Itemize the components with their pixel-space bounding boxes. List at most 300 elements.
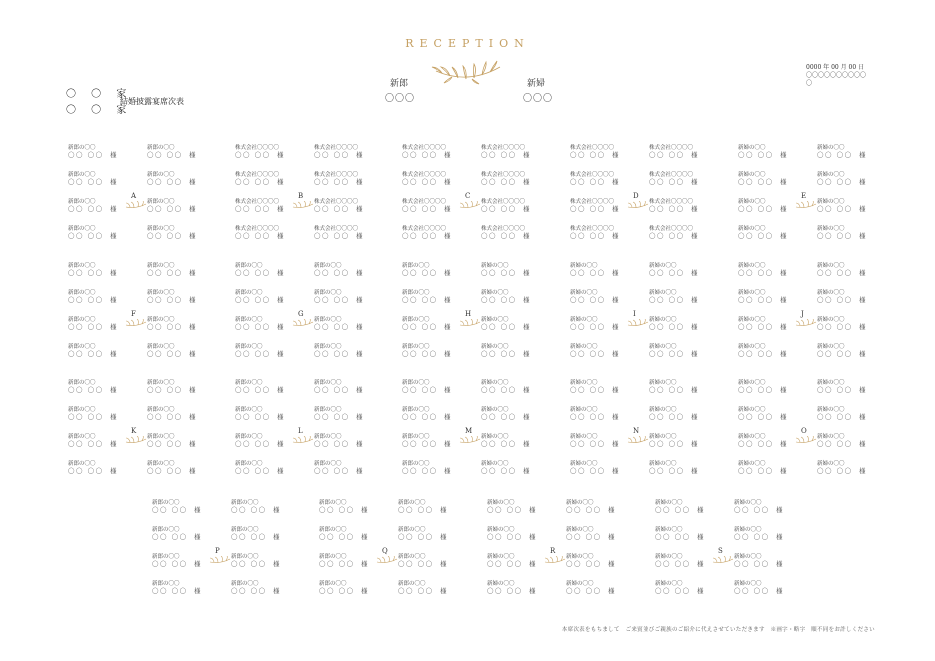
guest-entry [817,461,866,475]
guest-name: 〇〇 〇〇 [68,296,104,304]
guest-affiliation: 新郎の〇〇 [152,554,180,560]
honorific: 様 [189,413,196,421]
guest-affiliation: 新郎の〇〇 [235,380,263,386]
reception-title: RECEPTION [405,37,530,50]
guest-affiliation: 新婦の〇〇 [738,344,766,350]
guest-name: 〇〇 〇〇 [235,386,271,394]
guest-affiliation: 新郎の〇〇 [68,145,96,151]
guest-affiliation: 新婦の〇〇 [649,461,677,467]
honorific: 様 [356,467,363,475]
guest-entry [147,380,196,394]
honorific: 様 [444,205,451,213]
table-label: H [465,310,472,318]
guest-affiliation: 株式会社〇〇〇〇 [570,145,615,151]
guest-name: 〇〇 〇〇 [235,232,271,240]
honorific: 様 [361,560,368,568]
guest-name: 〇〇 〇〇 [738,178,774,186]
guest-entry [147,407,196,421]
honorific: 様 [189,350,196,358]
guest-name: 〇〇 〇〇 [147,386,183,394]
guest-entry [147,226,196,240]
guest-affiliation: 新郎の〇〇 [231,527,259,533]
guest-entry [487,554,536,568]
guest-entry [235,263,284,277]
guest-affiliation: 新婦の〇〇 [570,344,598,350]
guest-affiliation: 新婦の〇〇 [738,145,766,151]
table-s [655,500,815,606]
guest-affiliation: 新婦の〇〇 [738,290,766,296]
guest-affiliation: 新郎の〇〇 [235,263,263,269]
guest-affiliation: 新郎の〇〇 [398,500,426,506]
guest-affiliation: 新婦の〇〇 [481,344,509,350]
honorific: 様 [356,350,363,358]
guest-entry [235,172,284,186]
guest-affiliation: 新婦の〇〇 [817,317,845,323]
honorific: 様 [277,205,284,213]
guest-entry [235,407,284,421]
guest-name: 〇〇 〇〇 [570,467,606,475]
guest-affiliation: 新郎の〇〇 [147,344,175,350]
guest-entry [570,263,619,277]
guest-entry [649,145,698,159]
guest-name: 〇〇 〇〇 [314,296,350,304]
table-c [402,145,562,251]
table-o [738,380,898,486]
guest-affiliation: 新婦の〇〇 [566,554,594,560]
guest-name: 〇〇 〇〇 [68,323,104,331]
guest-affiliation: 株式会社〇〇〇〇 [481,199,526,205]
honorific: 様 [361,506,368,514]
table-label: L [298,427,303,435]
guest-affiliation: 新郎の〇〇 [68,344,96,350]
leaf-icon [292,201,314,209]
honorific: 様 [691,151,698,159]
guest-name: 〇〇 〇〇 [231,560,267,568]
guest-affiliation: 新婦の〇〇 [734,527,762,533]
guest-entry [655,554,704,568]
honorific: 様 [697,560,704,568]
guest-name: 〇〇 〇〇 [68,440,104,448]
guest-name: 〇〇 〇〇 [649,205,685,213]
guest-affiliation: 新郎の〇〇 [314,317,342,323]
guest-name: 〇〇 〇〇 [147,467,183,475]
guest-entry [68,145,117,159]
guest-entry [314,380,363,394]
guest-affiliation: 新婦の〇〇 [481,380,509,386]
guest-name: 〇〇 〇〇 [481,467,517,475]
guest-affiliation: 新郎の〇〇 [147,434,175,440]
guest-name: 〇〇 〇〇 [734,533,770,541]
guest-name: 〇〇 〇〇 [147,232,183,240]
guest-affiliation: 新郎の〇〇 [68,407,96,413]
table-label: D [633,192,639,200]
table-label: E [801,192,807,200]
guest-affiliation: 新婦の〇〇 [738,263,766,269]
guest-affiliation: 新郎の〇〇 [235,317,263,323]
guest-entry [570,344,619,358]
guest-name: 〇〇 〇〇 [235,178,271,186]
guest-name: 〇〇 〇〇 [570,205,606,213]
guest-entry [481,407,530,421]
honorific: 様 [691,269,698,277]
guest-entry [68,434,117,448]
guest-name: 〇〇 〇〇 [487,506,523,514]
footer-note: 本席次表をもちまして ご来賓並びご親族のご紹介に代えさせていただきます ※画字・略字 順不同をお許しください [561,627,875,633]
guest-affiliation: 新婦の〇〇 [481,434,509,440]
honorific: 様 [110,205,117,213]
honorific: 様 [273,587,280,595]
guest-affiliation: 新婦の〇〇 [649,380,677,386]
leaf-icon [459,436,481,444]
honorific: 様 [440,560,447,568]
guest-entry [68,317,117,331]
guest-entry [235,226,284,240]
guest-name: 〇〇 〇〇 [402,386,438,394]
guest-name: 〇〇 〇〇 [147,323,183,331]
guest-name: 〇〇 〇〇 [402,296,438,304]
guest-name: 〇〇 〇〇 [235,296,271,304]
guest-affiliation: 新婦の〇〇 [649,290,677,296]
guest-entry [314,407,363,421]
guest-entry [147,199,196,213]
guest-name: 〇〇 〇〇 [570,178,606,186]
table-h [402,263,562,369]
guest-name: 〇〇 〇〇 [481,440,517,448]
leaf-icon [627,319,649,327]
guest-name: 〇〇 〇〇 [738,413,774,421]
guest-affiliation: 新郎の〇〇 [398,581,426,587]
honorific: 様 [189,440,196,448]
guest-name: 〇〇 〇〇 [314,205,350,213]
guest-entry [314,226,363,240]
guest-name: 〇〇 〇〇 [738,151,774,159]
guest-affiliation: 新郎の〇〇 [147,226,175,232]
guest-affiliation: 新郎の〇〇 [147,461,175,467]
table-label: B [298,192,304,200]
guest-entry [570,461,619,475]
guest-entry [235,380,284,394]
guest-affiliation: 新郎の〇〇 [231,554,259,560]
guest-affiliation: 新郎の〇〇 [152,527,180,533]
guest-entry [402,145,451,159]
guest-entry [487,527,536,541]
honorific: 様 [277,269,284,277]
guest-name: 〇〇 〇〇 [487,587,523,595]
leaf-icon [125,319,147,327]
guest-entry [570,290,619,304]
honorific: 様 [859,178,866,186]
guest-affiliation: 株式会社〇〇〇〇 [570,172,615,178]
table-e [738,145,898,251]
table-label: C [465,192,471,200]
guest-entry [570,380,619,394]
honorific: 様 [277,323,284,331]
leaf-icon [712,556,734,564]
guest-name: 〇〇 〇〇 [402,440,438,448]
guest-affiliation: 新郎の〇〇 [235,344,263,350]
guest-name: 〇〇 〇〇 [738,269,774,277]
guest-affiliation: 新婦の〇〇 [817,434,845,440]
guest-affiliation: 新婦の〇〇 [734,581,762,587]
guest-name: 〇〇 〇〇 [817,440,853,448]
guest-name: 〇〇 〇〇 [649,232,685,240]
honorific: 様 [356,269,363,277]
table-r [487,500,647,606]
guest-entry [68,461,117,475]
bride-label: 新婦 [527,79,546,89]
guest-affiliation: 株式会社〇〇〇〇 [314,145,359,151]
guest-affiliation: 新郎の〇〇 [235,290,263,296]
guest-affiliation: 新婦の〇〇 [738,172,766,178]
guest-affiliation: 新婦の〇〇 [487,554,515,560]
guest-name: 〇〇 〇〇 [481,323,517,331]
table-n [570,380,730,486]
guest-name: 〇〇 〇〇 [147,269,183,277]
honorific: 様 [440,506,447,514]
table-label: R [550,547,556,555]
honorific: 様 [444,269,451,277]
table-label: M [465,427,473,435]
honorific: 様 [608,560,615,568]
honorific: 様 [859,151,866,159]
guest-entry [152,527,201,541]
leaf-icon [795,436,817,444]
guest-affiliation: 新郎の〇〇 [68,434,96,440]
guest-entry [231,581,280,595]
honorific: 様 [859,386,866,394]
guest-affiliation: 新婦の〇〇 [481,263,509,269]
honorific: 様 [691,205,698,213]
guest-affiliation: 株式会社〇〇〇〇 [649,172,694,178]
guest-entry [68,226,117,240]
honorific: 様 [523,151,530,159]
guest-affiliation: 新郎の〇〇 [147,172,175,178]
guest-affiliation: 株式会社〇〇〇〇 [402,226,447,232]
guest-entry [481,290,530,304]
honorific: 様 [110,232,117,240]
guest-entry [147,461,196,475]
guest-entry [314,317,363,331]
guest-entry [319,527,368,541]
honorific: 様 [523,440,530,448]
honorific: 様 [356,205,363,213]
guest-entry [738,290,787,304]
honorific: 様 [697,587,704,595]
honorific: 様 [189,386,196,394]
guest-entry [152,581,201,595]
guest-entry [402,226,451,240]
honorific: 様 [776,560,783,568]
guest-entry [235,199,284,213]
guest-name: 〇〇 〇〇 [319,560,355,568]
leaf-icon [627,201,649,209]
honorific: 様 [110,151,117,159]
leaf-icon [292,436,314,444]
guest-name: 〇〇 〇〇 [566,506,602,514]
honorific: 様 [691,232,698,240]
honorific: 様 [277,413,284,421]
guest-entry [566,527,615,541]
floral-ornament-icon [428,53,508,87]
guest-name: 〇〇 〇〇 [655,587,691,595]
guest-affiliation: 新婦の〇〇 [481,407,509,413]
guest-name: 〇〇 〇〇 [231,587,267,595]
honorific: 様 [110,178,117,186]
guest-entry [481,199,530,213]
guest-entry [147,290,196,304]
guest-name: 〇〇 〇〇 [147,413,183,421]
guest-entry [314,263,363,277]
guest-affiliation: 新郎の〇〇 [147,145,175,151]
guest-entry [566,554,615,568]
guest-entry [655,500,704,514]
honorific: 様 [523,467,530,475]
guest-affiliation: 新郎の〇〇 [147,317,175,323]
guest-name: 〇〇 〇〇 [231,533,267,541]
guest-entry [738,145,787,159]
guest-entry [68,199,117,213]
honorific: 様 [608,506,615,514]
guest-entry [570,199,619,213]
guest-affiliation: 新婦の〇〇 [649,434,677,440]
guest-affiliation: 新郎の〇〇 [68,263,96,269]
guest-entry [319,554,368,568]
guest-entry [481,263,530,277]
guest-entry [235,145,284,159]
guest-affiliation: 新婦の〇〇 [481,290,509,296]
honorific: 様 [523,205,530,213]
guest-name: 〇〇 〇〇 [402,413,438,421]
honorific: 様 [356,440,363,448]
guest-affiliation: 新郎の〇〇 [314,407,342,413]
guest-entry [649,226,698,240]
guest-name: 〇〇 〇〇 [481,178,517,186]
guest-name: 〇〇 〇〇 [314,232,350,240]
honorific: 様 [189,205,196,213]
guest-name: 〇〇 〇〇 [235,413,271,421]
guest-affiliation: 新郎の〇〇 [402,290,430,296]
guest-name: 〇〇 〇〇 [235,467,271,475]
honorific: 様 [691,440,698,448]
honorific: 様 [859,296,866,304]
guest-affiliation: 新郎の〇〇 [319,554,347,560]
honorific: 様 [780,296,787,304]
honorific: 様 [612,323,619,331]
guest-affiliation: 新婦の〇〇 [738,434,766,440]
honorific: 様 [444,467,451,475]
guest-name: 〇〇 〇〇 [398,560,434,568]
guest-affiliation: 新婦の〇〇 [487,527,515,533]
guest-entry [319,500,368,514]
guest-name: 〇〇 〇〇 [319,587,355,595]
guest-name: 〇〇 〇〇 [402,350,438,358]
guest-name: 〇〇 〇〇 [738,386,774,394]
honorific: 様 [194,587,201,595]
guest-affiliation: 新郎の〇〇 [402,317,430,323]
guest-entry [817,407,866,421]
guest-affiliation: 新郎の〇〇 [231,581,259,587]
guest-affiliation: 新婦の〇〇 [817,145,845,151]
guest-affiliation: 株式会社〇〇〇〇 [235,145,280,151]
honorific: 様 [189,232,196,240]
guest-affiliation: 新婦の〇〇 [738,461,766,467]
guest-name: 〇〇 〇〇 [147,440,183,448]
honorific: 様 [612,386,619,394]
table-g [235,263,395,369]
honorific: 様 [361,533,368,541]
honorific: 様 [780,440,787,448]
honorific: 様 [776,506,783,514]
table-m [402,380,562,486]
guest-name: 〇〇 〇〇 [817,296,853,304]
leaf-icon [544,556,566,564]
guest-name: 〇〇 〇〇 [235,350,271,358]
guest-entry [398,581,447,595]
leaf-icon [459,201,481,209]
honorific: 様 [444,440,451,448]
honorific: 様 [608,533,615,541]
leaf-icon [795,201,817,209]
guest-affiliation: 新郎の〇〇 [68,226,96,232]
guest-affiliation: 新郎の〇〇 [314,290,342,296]
guest-name: 〇〇 〇〇 [566,533,602,541]
guest-entry [231,500,280,514]
honorific: 様 [612,296,619,304]
guest-name: 〇〇 〇〇 [481,386,517,394]
guest-affiliation: 新郎の〇〇 [398,554,426,560]
honorific: 様 [529,560,536,568]
guest-affiliation: 新婦の〇〇 [817,263,845,269]
guest-affiliation: 株式会社〇〇〇〇 [402,145,447,151]
guest-name: 〇〇 〇〇 [314,350,350,358]
guest-name: 〇〇 〇〇 [398,533,434,541]
guest-entry [481,344,530,358]
guest-name: 〇〇 〇〇 [734,506,770,514]
guest-affiliation: 株式会社〇〇〇〇 [314,226,359,232]
honorific: 様 [780,323,787,331]
honorific: 様 [697,506,704,514]
honorific: 様 [277,467,284,475]
guest-affiliation: 新郎の〇〇 [319,500,347,506]
honorific: 様 [194,560,201,568]
leaf-icon [459,319,481,327]
honorific: 様 [444,151,451,159]
guest-entry [319,581,368,595]
guest-affiliation: 株式会社〇〇〇〇 [649,145,694,151]
table-label: S [718,547,723,555]
guest-affiliation: 新郎の〇〇 [319,581,347,587]
honorific: 様 [440,587,447,595]
honorific: 様 [277,440,284,448]
guest-entry [235,290,284,304]
guest-entry [734,500,783,514]
guest-entry [570,226,619,240]
guest-name: 〇〇 〇〇 [817,151,853,159]
honorific: 様 [780,151,787,159]
guest-name: 〇〇 〇〇 [319,533,355,541]
guest-entry [402,263,451,277]
honorific: 様 [859,323,866,331]
honorific: 様 [444,323,451,331]
honorific: 様 [523,323,530,331]
honorific: 様 [859,269,866,277]
honorific: 様 [110,467,117,475]
guest-entry [738,199,787,213]
honorific: 様 [189,269,196,277]
guest-affiliation: 新郎の〇〇 [147,407,175,413]
guest-entry [314,461,363,475]
guest-name: 〇〇 〇〇 [68,178,104,186]
